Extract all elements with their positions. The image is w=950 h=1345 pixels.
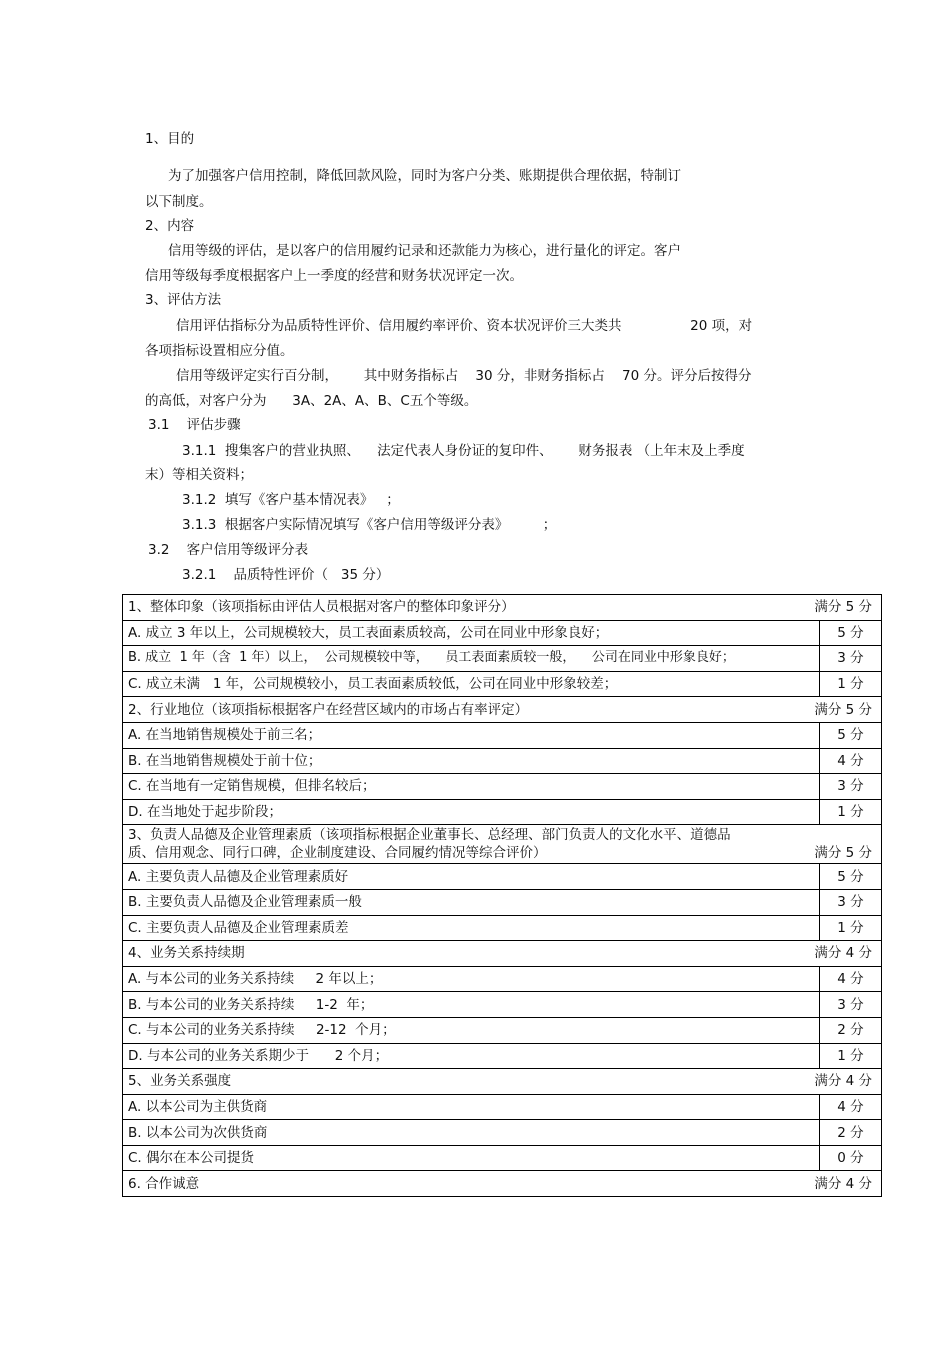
group-title: 1、整体印象（该项指标由评估人员根据对客户的整体印象评分） [128,599,515,616]
criterion-score: 4 分 [819,1094,881,1120]
criterion-text: B. 在当地销售规模处于前十位； [123,748,820,774]
criterion-text: A. 主要负责人品德及企业管理素质好 [123,864,820,890]
section-3-heading: 3、评估方法 [145,292,222,308]
group-title: 2、行业地位（该项指标根据客户在经营区域内的市场占有率评定） [128,701,529,718]
step-3-1-1-line-1: 3.1.1 搜集客户的营业执照、 法定代表人身份证的复印件、 财务报表 （上年末及上季度 [182,443,745,459]
group-title: 4、业务关系持续期 [128,945,245,962]
section-3-text-line-1: 信用评估指标分为品质特性评价、信用履约率评价、资本状况评价三大类共 20 项，对 [176,318,753,334]
group-title-line-2: 质、信用观念、同行口碑，企业制度建设、合同履约情况等综合评价） [128,845,547,862]
criterion-score: 4 分 [819,966,881,992]
step-3-1-2: 3.1.2 填写《客户基本情况表》 ； [182,492,400,508]
criterion-score: 3 分 [819,646,881,672]
criterion-score: 5 分 [819,620,881,646]
group-max-score: 满分 4 分 [814,1175,872,1192]
section-2-heading: 2、内容 [145,218,195,234]
table-row [123,671,882,697]
section-3-text-line-2: 各项指标设置相应分值。 [145,343,294,359]
criterion-text: B. 主要负责人品德及企业管理素质一般 [123,889,820,915]
criterion-text: B. 成立 1 年（含 1 年）以上， 公司规模较中等， 员工表面素质较一般， 公司在同业中形象良好； [123,646,820,672]
table-row [123,1043,882,1069]
criterion-score: 2 分 [819,1017,881,1043]
table-row [123,1094,882,1120]
table-row [123,774,882,800]
table-row [123,915,882,941]
criterion-text: C. 成立未满 1 年，公司规模较小，员工表面素质较低，公司在同业中形象较差； [123,671,820,697]
table-row [123,620,882,646]
section-1-text-line-2: 以下制度。 [145,194,213,210]
criterion-text: C. 在当地有一定销售规模，但排名较后； [123,774,820,800]
table-group-header [123,825,882,864]
section-2-text-line-2: 信用等级每季度根据客户上一季度的经营和财务状况评定一次。 [145,268,523,284]
section-2-text-line-1: 信用等级的评估，是以客户的信用履约记录和还款能力为核心，进行量化的评定。客户 [168,243,681,259]
group-max-score: 满分 5 分 [814,701,872,718]
table-row [123,1145,882,1171]
criterion-text: A. 以本公司为主供货商 [123,1094,820,1120]
criterion-score: 5 分 [819,722,881,748]
criterion-text: D. 在当地处于起步阶段； [123,799,820,825]
criterion-text: D. 与本公司的业务关系期少于 2 个月； [123,1043,820,1069]
group-title: 5、业务关系强度 [128,1073,232,1090]
criterion-score: 3 分 [819,992,881,1018]
criterion-score: 1 分 [819,915,881,941]
step-3-1-1-line-2: 末）等相关资料； [145,467,253,483]
table-row [123,992,882,1018]
section-3-2-1-heading: 3.2.1 品质特性评价（ 35 分） [182,567,390,583]
table-group-header [123,1171,882,1197]
table-row [123,864,882,890]
table-group-header [123,941,882,967]
criterion-score: 5 分 [819,864,881,890]
criterion-score: 1 分 [819,1043,881,1069]
criterion-text: C. 主要负责人品德及企业管理素质差 [123,915,820,941]
group-title-line-1: 3、负责人品德及企业管理素质（该项指标根据企业董事长、总经理、部门负责人的文化水平、道德品 [128,827,731,844]
criterion-score: 1 分 [819,799,881,825]
table-row [123,966,882,992]
group-max-score: 满分 4 分 [814,945,872,962]
criterion-text: A. 在当地销售规模处于前三名； [123,722,820,748]
group-max-score: 满分 4 分 [814,1073,872,1090]
table-group-header [123,1069,882,1095]
criterion-score: 0 分 [819,1145,881,1171]
criterion-text: C. 偶尔在本公司提货 [123,1145,820,1171]
criterion-text: B. 与本公司的业务关系持续 1-2 年； [123,992,820,1018]
section-3-2-heading: 3.2 客户信用等级评分表 [148,542,309,558]
group-max-score: 满分 5 分 [814,599,872,616]
table-row [123,889,882,915]
table-row [123,748,882,774]
criterion-text: B. 以本公司为次供货商 [123,1120,820,1146]
criterion-text: A. 成立 3 年以上，公司规模较大，员工表面素质较高，公司在同业中形象良好； [123,620,820,646]
section-3-text-line-4: 的高低，对客户分为 3A、2A、A、B、C五个等级。 [145,393,478,409]
quality-score-table [122,594,882,1197]
criterion-text: C. 与本公司的业务关系持续 2-12 个月； [123,1017,820,1043]
table-row [123,1017,882,1043]
section-1-heading: 1、目的 [145,131,195,147]
section-1-text-line-1: 为了加强客户信用控制，降低回款风险，同时为客户分类、账期提供合理依据，特制订 [168,168,681,184]
step-3-1-3: 3.1.3 根据客户实际情况填写《客户信用等级评分表》 ； [182,517,557,533]
criterion-text: A. 与本公司的业务关系持续 2 年以上； [123,966,820,992]
table-row [123,646,882,672]
table-row [123,722,882,748]
table-group-header [123,697,882,723]
table-row [123,1120,882,1146]
criterion-score: 3 分 [819,889,881,915]
criterion-score: 4 分 [819,748,881,774]
group-max-score: 满分 5 分 [814,845,872,862]
criterion-score: 1 分 [819,671,881,697]
table-row [123,799,882,825]
table-group-header [123,595,882,621]
section-3-1-heading: 3.1 评估步骤 [148,417,241,433]
criterion-score: 2 分 [819,1120,881,1146]
group-title: 6. 合作诚意 [128,1175,200,1192]
criterion-score: 3 分 [819,774,881,800]
section-3-text-line-3: 信用等级评定实行百分制， 其中财务指标占 30 分，非财务指标占 70 分。评分后按得分 [176,368,752,384]
